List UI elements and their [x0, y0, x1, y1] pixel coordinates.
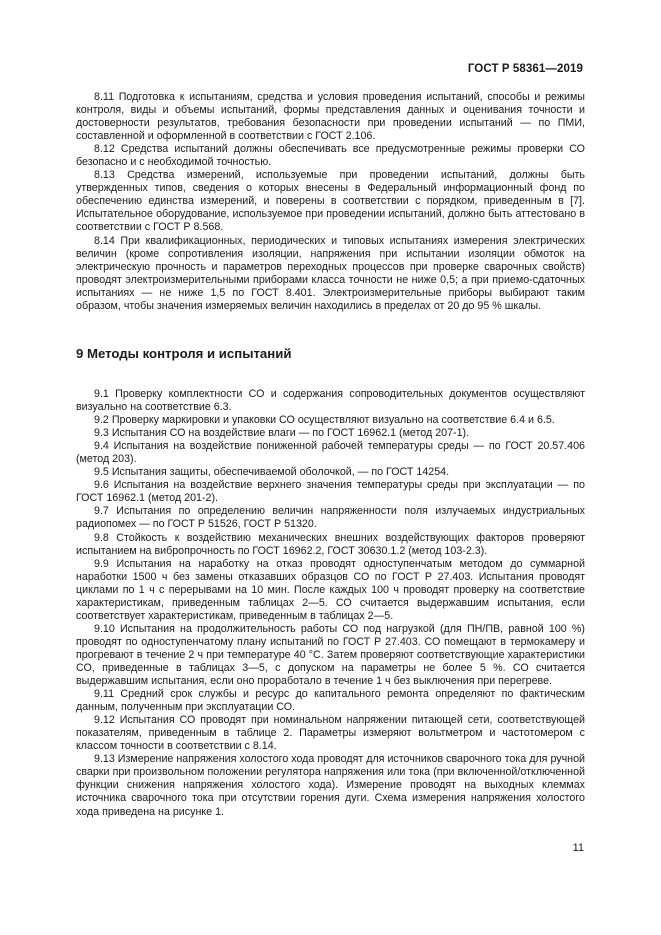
clause-9-13: 9.13 Измерение напряжения холостого хода проводят для источников сварочного тока для ручной сварки при произвольном положении регулятора напряжения или тока (при включенной/отключенной функции снижения напряжения холостого хода). Измерение проводят на выходных клеммах источника сварочного тока при отсутствии горения дуги. Схема измерения напряжения холостого хода приведена на рисунке 1. — [76, 753, 585, 818]
clause-9-10: 9.10 Испытания на продолжительность работы СО под нагрузкой (для ПН/ПВ, равной 100 %) проводят по одноступенчатому плану испытаний по ГОСТ Р 27.403. СО помещают в термокамеру и прогревают в течение 2 ч при температуре 40 °С. Затем проверяют соответствующие характеристики СО, приведенные в таблицах 3—5, с допуском на параметры не более 5 %. СО считается выдержавшим испытания, если оно проработало в течение 1 ч без выключения при перегреве. — [76, 622, 585, 688]
clause-9-2: 9.2 Проверку маркировки и упаковки СО осуществляют визуально на соответствие 6.4 и 6.5. — [94, 414, 555, 427]
clause-9-9: 9.9 Испытания на наработку на отказ проводят одноступенчатым методом до суммарной наработки 1500 ч без замены отказавших образцов СО по ГОСТ Р 27.403. Испытания проводят циклами по 1 ч с перерывами на 10 мин. После каждых 100 ч проводят проверку на соответствие характеристикам, приведенным таблицах 2—5. СО считается выдержавшим испытания, если соответствует характеристикам, приведенным в таблицах 2—5. — [76, 557, 585, 622]
clause-8-12: 8.12 Средства испытаний должны обеспечивать все предусмотренные режимы проверки СО безопасно и с необходимой точностью. — [76, 143, 585, 169]
clause-9-6: 9.6 Испытания на воздействие верхнего значения температуры среды при эксплуатации — по ГОСТ 16962.1 (метод 201-2). — [76, 479, 585, 505]
clause-9-1: 9.1 Проверку комплектности СО и содержания сопроводительных документов осуществляют визуально на соответствие 6.3. — [76, 388, 585, 414]
page-number: 11 — [572, 842, 584, 854]
document-code-header: ГОСТ Р 58361—2019 — [467, 63, 583, 75]
clause-8-13: 8.13 Средства измерений, используемые при проведении испытаний, должны быть утвержденных типов, сведения о которых внесены в Федеральный информационный фонд по обеспечению единства измерений, и поверены в соответствии с порядком, приведенным в [7]. Испытательное оборудование, используемое при проведении испытаний, должно быть аттестовано в соответствии с ГОСТ Р 8.568. — [76, 169, 585, 234]
clause-9-7: 9.7 Испытания по определению величин напряженности поля излучаемых индустриальных радиопомех — по ГОСТ Р 51526, ГОСТ Р 51320. — [76, 505, 585, 531]
clauses-section-9 — [76, 388, 585, 819]
clauses-section-8 — [76, 91, 585, 313]
clause-9-5: 9.5 Испытания защиты, обеспечиваемой оболочкой, — по ГОСТ 14254. — [94, 466, 450, 479]
section-title-9: 9 Методы контроля и испытаний — [76, 346, 292, 361]
clause-9-3: 9.3 Испытания СО на воздействие влаги — по ГОСТ 16962.1 (метод 207-1). — [94, 427, 470, 440]
clause-9-12: 9.12 Испытания СО проводят при номинальном напряжении питающей сети, соответствующей показателям, приведенным в таблице 2. Параметры измеряют вольтметром и частотомером с классом точности в соответствии с 8.14. — [76, 714, 585, 753]
clause-9-11: 9.11 Средний срок службы и ресурс до капитального ремонта определяют по фактическим данным, полученным при эксплуатации СО. — [76, 688, 585, 714]
clause-9-4: 9.4 Испытания на воздействие пониженной рабочей температуры среды — по ГОСТ 20.57.406 (метод 203). — [76, 440, 585, 466]
clause-9-8: 9.8 Стойкость к воздействию механических внешних воздействующих факторов проверяют испытанием на вибропрочность по ГОСТ 16962.2, ГОСТ 30630.1.2 (метод 103-2.3). — [76, 531, 585, 557]
clause-8-14: 8.14 При квалификационных, периодических и типовых испытаниях измерения электрических величин (кроме сопротивления изоляции, напряжения при испытании изоляции обмоток на электрическую прочность и параметров переходных процессов при проверке сварочных свойств) проводят электроизмерительными приборами класса точности не ниже 0,5; а при приемо-сдаточных испытаниях — не ниже 1,5 по ГОСТ 8.401. Электроизмерительные приборы выбирают таким образом, чтобы значения измеряемых величин находились в пределах от 20 до 95 % шкалы. — [76, 234, 585, 312]
clause-8-11: 8.11 Подготовка к испытаниям, средства и условия проведения испытаний, способы и режимы контроля, виды и объемы испытаний, формы представления данных и оценивания точности и достоверности результатов, требования безопасности при проведении испытаний — по ПМИ, составленной и оформленной в соответствии с ГОСТ 2.106. — [76, 91, 585, 143]
